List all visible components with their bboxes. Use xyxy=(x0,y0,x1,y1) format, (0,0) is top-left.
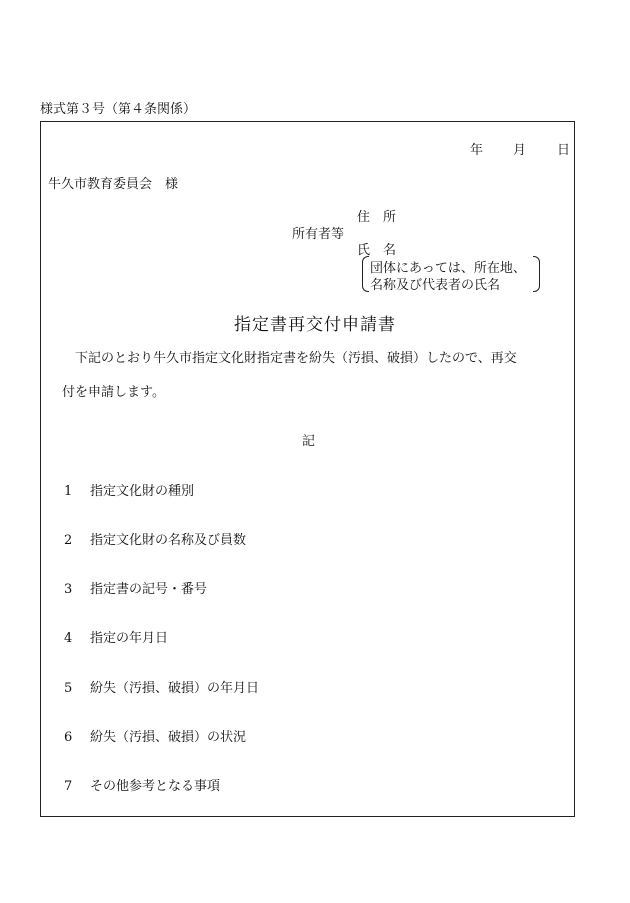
document-title: 指定書再交付申請書 xyxy=(234,315,396,335)
item-label: 紛失（汚損、破損）の年月日 xyxy=(90,681,260,696)
item-label: 指定書の記号・番号 xyxy=(90,582,208,597)
date-month: 月 xyxy=(513,143,527,158)
item-number: 7 xyxy=(64,779,73,794)
name-label: 氏 名 xyxy=(357,243,397,258)
addressee: 牛久市教育委員会 様 xyxy=(48,177,179,192)
ki-heading: 記 xyxy=(302,434,316,449)
date-year: 年 xyxy=(470,143,484,158)
item-label: 指定文化財の名称及び員数 xyxy=(90,533,247,548)
item-number: 1 xyxy=(64,484,73,499)
list-item xyxy=(64,578,207,597)
organization-note xyxy=(362,256,540,292)
list-item xyxy=(64,677,259,696)
form-number: 様式第３号（第４条関係） xyxy=(40,102,197,117)
item-label: その他参考となる事項 xyxy=(90,779,221,794)
body-line-1: 下記のとおり牛久市指定文化財指定書を紛失（汚損、破損）したので、再交 xyxy=(75,351,517,366)
left-bracket xyxy=(362,256,369,292)
item-label: 指定の年月日 xyxy=(90,631,169,646)
item-number: 2 xyxy=(64,533,73,548)
item-number: 3 xyxy=(64,582,73,597)
list-item xyxy=(64,480,194,499)
address-label: 住 所 xyxy=(357,210,397,225)
list-item xyxy=(64,726,246,745)
date-line xyxy=(0,139,630,158)
note-line-2: 名称及び代表者の氏名 xyxy=(370,278,501,293)
right-bracket xyxy=(533,256,540,292)
list-item xyxy=(64,775,220,794)
list-item xyxy=(64,627,168,646)
note-line-1: 団体にあっては、所在地、 xyxy=(370,261,526,276)
item-label: 指定文化財の種別 xyxy=(90,484,195,499)
owner-label: 所有者等 xyxy=(292,227,345,242)
item-label: 紛失（汚損、破損）の状況 xyxy=(90,730,247,745)
item-number: 6 xyxy=(64,730,73,745)
body-line-2: 付を申請します。 xyxy=(62,385,165,400)
list-item xyxy=(64,529,246,548)
date-day: 日 xyxy=(557,143,571,158)
item-number: 4 xyxy=(64,631,73,646)
item-number: 5 xyxy=(64,681,73,696)
